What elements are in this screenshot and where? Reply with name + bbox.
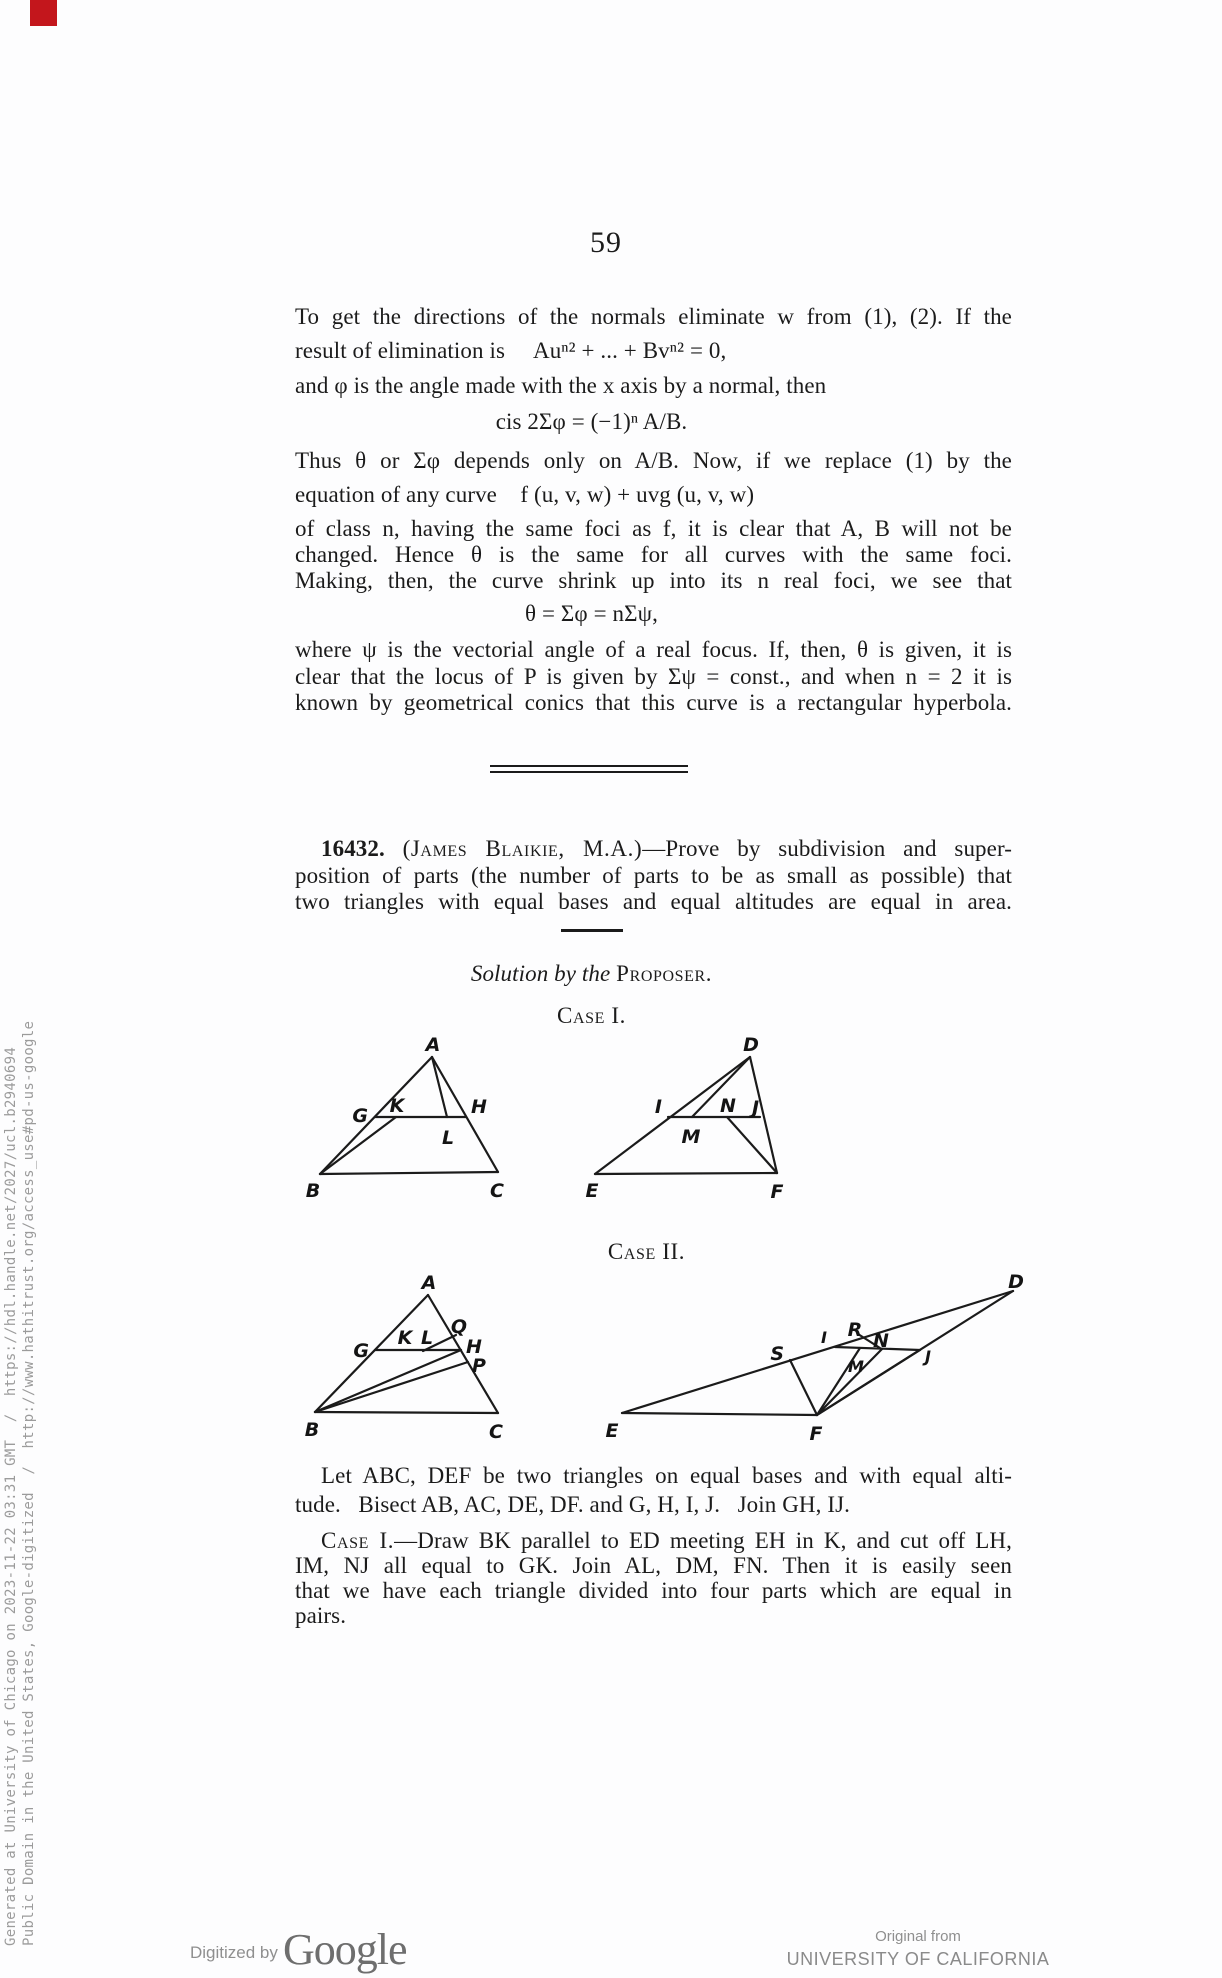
vertex-label: K xyxy=(397,1327,413,1349)
google-logo: Google xyxy=(283,1925,407,1974)
vertex-label: B xyxy=(304,1419,320,1441)
original-from-label: Original from xyxy=(875,1928,961,1945)
closing-line: pairs. xyxy=(295,1603,347,1628)
display-formula: θ = Σφ = nΣψ, xyxy=(525,601,658,626)
vertex-label: A xyxy=(425,1034,441,1056)
figure-case2-right-triangle-def xyxy=(606,1271,1024,1445)
closing-line xyxy=(295,1527,1012,1555)
solution-byline-italic: Solution by the xyxy=(470,961,617,986)
vertex-label: E xyxy=(605,1420,619,1442)
page-number: 59 xyxy=(590,226,622,259)
vertex-label: L xyxy=(441,1127,455,1149)
original-from-block xyxy=(762,1928,1074,1970)
body-line: To get the directions of the normals eliminate w from (1), (2). If the xyxy=(295,304,1012,329)
display-formula: cis 2Σφ = (−1)ⁿ A/B. xyxy=(495,409,688,434)
vertex-label: M xyxy=(681,1126,701,1148)
closing-line: tude. Bisect AB, AC, DE, DF. and G, H, I, J. Join GH, IJ. xyxy=(295,1492,850,1517)
vertex-label: Q xyxy=(450,1316,468,1338)
body-line: of class n, having the same foci as f, it is clear that A, B will not be xyxy=(295,516,1012,541)
figure-case1-left-triangle-abc xyxy=(306,1034,504,1202)
vertex-label: F xyxy=(809,1423,823,1445)
figure-case1-right-triangle-def xyxy=(586,1034,784,1203)
vertex-label: B xyxy=(305,1180,321,1202)
body-line: changed. Hence θ is the same for all curves with the same foci. xyxy=(295,542,1012,567)
body-line: where ψ is the vectorial angle of a real focus. If, then, θ is given, it is xyxy=(295,637,1012,662)
body-line: known by geometrical conics that this curve is a rectangular hyperbola. xyxy=(295,690,1012,715)
watermark-generated-line: Generated at University of Chicago on 2023-11-22 03:31 GMT / https://hdl.handle.net/2027/ucl.b2940694 xyxy=(3,1046,19,1946)
problem-line-1-rest: —Prove by subdivision and super- xyxy=(642,836,1013,861)
vertex-label: M xyxy=(848,1357,864,1376)
closing-case-rest: —Draw BK parallel to ED meeting EH in K, and cut off LH, xyxy=(394,1528,1012,1553)
vertex-label: J xyxy=(925,1347,931,1366)
vertex-label: E xyxy=(585,1180,599,1202)
closing-case-label: Case I. xyxy=(321,1528,395,1553)
digitized-by-label: Digitized by xyxy=(190,1943,278,1962)
body-line-formula: result of elimination is Auⁿ² + ... + Bvⁿ² = 0, xyxy=(295,338,727,363)
vertex-label: J xyxy=(752,1097,760,1119)
vertex-label: A xyxy=(421,1272,437,1294)
vertex-label: P xyxy=(472,1355,486,1377)
closing-line: IM, NJ all equal to GK. Join AL, DM, FN. Then it is easily seen xyxy=(295,1553,1012,1578)
vertex-label: G xyxy=(352,1105,368,1127)
vertex-label: I xyxy=(654,1096,662,1118)
body-line: Making, then, the curve shrink up into its n real foci, we see that xyxy=(295,568,1012,593)
closing-line: that we have each triangle divided into four parts which are equal in xyxy=(295,1578,1012,1603)
body-line: and φ is the angle made with the x axis by a normal, then xyxy=(295,373,827,398)
vertex-label: H xyxy=(466,1336,482,1358)
figure-case2-left-triangle-abc xyxy=(305,1272,503,1443)
body-line-formula: equation of any curve f (u, v, w) + uvg (u, v, w) xyxy=(295,482,755,507)
problem-line-2: position of parts (the number of parts to be as small as possible) that xyxy=(295,863,1012,888)
vertex-label: H xyxy=(471,1096,487,1118)
vertex-label: I xyxy=(821,1328,827,1347)
case1-heading: Case I. xyxy=(557,1003,626,1028)
closing-line: Let ABC, DEF be two triangles on equal bases and with equal alti- xyxy=(321,1463,1012,1488)
watermark-publicdomain-line: Public Domain in the United States, Google-digitized / http://www.hathitrust.org/access_use#pd-us-google xyxy=(21,1020,37,1946)
vertex-label: N xyxy=(873,1330,889,1352)
vertex-label: S xyxy=(770,1343,784,1365)
vertex-label: F xyxy=(770,1181,784,1203)
institution-label: UNIVERSITY OF CALIFORNIA xyxy=(786,1949,1050,1969)
vertex-label: N xyxy=(720,1095,736,1117)
solution-byline-proposer: Proposer. xyxy=(616,961,713,986)
vertex-label: C xyxy=(490,1180,504,1202)
vertex-label: D xyxy=(1008,1271,1024,1293)
problem-number: 16432. xyxy=(321,836,385,861)
vertex-label: G xyxy=(353,1340,369,1362)
vertex-label: L xyxy=(420,1327,434,1349)
vertex-label: D xyxy=(743,1034,759,1056)
vertex-label: K xyxy=(389,1095,405,1117)
case2-heading: Case II. xyxy=(607,1239,686,1264)
vertex-label: R xyxy=(847,1319,863,1341)
vertex-label: C xyxy=(489,1421,503,1443)
body-line: Thus θ or Σφ depends only on A/B. Now, if we replace (1) by the xyxy=(295,448,1012,473)
problem-line-3: two triangles with equal bases and equal altitudes are equal in area. xyxy=(295,889,1012,914)
body-line: clear that the locus of P is given by Σψ = const., and when n = 2 it is xyxy=(295,664,1012,689)
problem-proposer: (James Blaikie, M.A.) xyxy=(402,836,643,861)
